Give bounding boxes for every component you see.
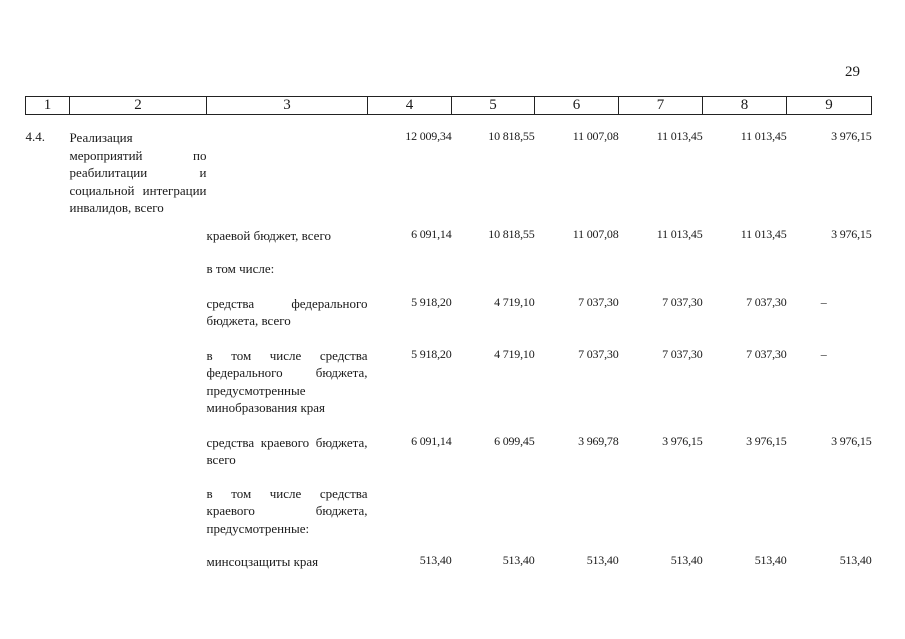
item-desc: средства краевого бюджета, всего [206, 434, 368, 467]
item-desc: в том числе средства краевого бюджета, предусмотренные: [206, 485, 368, 536]
item-code [26, 347, 70, 434]
item-desc [207, 115, 368, 227]
value-col-4 [368, 485, 452, 553]
value-col-7: 3 976,15 [662, 433, 703, 448]
value-col-5: 4 719,10 [494, 346, 535, 361]
table-row [26, 295, 872, 347]
value-col-5 [452, 260, 535, 295]
value-col-7: 513,40 [670, 552, 703, 567]
value-col-9 [787, 295, 872, 347]
value-col-6: 11 007,08 [572, 226, 619, 241]
item-code [26, 260, 70, 295]
header-row [26, 97, 872, 115]
item-code [26, 434, 70, 485]
value-col-8: 7 037,30 [746, 346, 787, 361]
value-col-4 [368, 260, 452, 295]
value-col-5: 10 818,55 [488, 226, 535, 241]
header-cell-7: 7 [619, 97, 703, 115]
header-cell-3: 3 [207, 97, 368, 115]
value-col-9 [787, 485, 872, 553]
value-col-8: 11 013,45 [740, 129, 787, 143]
value-col-9 [787, 347, 872, 434]
header-cell-1: 1 [26, 97, 70, 115]
table-row [26, 553, 872, 573]
value-col-5 [452, 485, 535, 553]
item-name [70, 260, 207, 295]
value-col-7: 11 013,45 [656, 226, 703, 241]
value-col-8 [703, 485, 787, 553]
value-col-7: 11 013,45 [656, 129, 703, 143]
item-code [26, 227, 70, 260]
item-desc: средства федерального бюджета, всего [206, 295, 368, 328]
value-col-8: 11 013,45 [740, 226, 787, 241]
header-cell-9: 9 [787, 97, 872, 115]
table-row [26, 485, 872, 553]
value-col-7: 7 037,30 [662, 346, 703, 361]
item-name [70, 553, 207, 573]
value-col-4: 5 918,20 [411, 294, 452, 309]
value-col-8: 7 037,30 [746, 294, 787, 309]
table-row [26, 115, 872, 227]
value-col-8: 513,40 [754, 552, 787, 567]
value-col-8 [703, 260, 787, 295]
value-col-6: 11 007,08 [572, 129, 619, 143]
value-col-5: 10 818,55 [488, 129, 535, 143]
value-col-4: 12 009,34 [405, 129, 452, 143]
value-col-5: 6 099,45 [494, 433, 535, 448]
item-code [26, 295, 70, 347]
value-col-4: 513,40 [419, 552, 452, 567]
value-col-6: 7 037,30 [578, 346, 619, 361]
header-cell-6: 6 [535, 97, 619, 115]
header-cell-4: 4 [368, 97, 452, 115]
item-desc: минсоцзащиты края [206, 553, 319, 569]
item-desc: в том числе: [206, 260, 275, 276]
value-col-5: 513,40 [502, 552, 535, 567]
table-row [26, 260, 872, 295]
value-col-9 [787, 260, 872, 295]
table-row [26, 434, 872, 485]
value-col-4: 6 091,14 [411, 433, 452, 448]
item-desc: краевой бюджет, всего [206, 227, 331, 243]
dash-mark: – [820, 346, 827, 361]
budget-table [25, 96, 872, 573]
header-cell-8: 8 [703, 97, 787, 115]
header-cell-2: 2 [70, 97, 207, 115]
item-code: 4.4. [25, 129, 45, 144]
item-name [70, 434, 207, 485]
value-col-6 [535, 485, 619, 553]
value-col-7 [619, 260, 703, 295]
value-col-6: 7 037,30 [578, 294, 619, 309]
item-name [70, 227, 207, 260]
value-col-9: 3 976,15 [831, 129, 872, 143]
dash-mark: – [820, 294, 827, 309]
item-desc: в том числе средства федерального бюджета, предусмотренные минобразования края [206, 347, 368, 415]
value-col-5: 4 719,10 [494, 294, 535, 309]
item-name: Реализация мероприятий по реабилитации и социальной интеграции инвалидов, всего [69, 130, 207, 215]
item-code [26, 553, 70, 573]
item-name [70, 485, 207, 553]
item-code [26, 485, 70, 553]
value-col-6 [535, 260, 619, 295]
table-row [26, 347, 872, 434]
value-col-7 [619, 485, 703, 553]
value-col-7: 7 037,30 [662, 294, 703, 309]
value-col-4: 6 091,14 [411, 226, 452, 241]
value-col-9: 3 976,15 [831, 433, 872, 448]
value-col-9: 513,40 [839, 552, 872, 567]
value-col-8: 3 976,15 [746, 433, 787, 448]
value-col-4: 5 918,20 [411, 346, 452, 361]
value-col-6: 3 969,78 [578, 433, 619, 448]
page-number: 29 [845, 64, 860, 80]
value-col-6: 513,40 [586, 552, 619, 567]
header-cell-5: 5 [452, 97, 535, 115]
value-col-9: 3 976,15 [831, 226, 872, 241]
table-row [26, 227, 872, 260]
item-name [70, 295, 207, 347]
item-name [70, 347, 207, 434]
